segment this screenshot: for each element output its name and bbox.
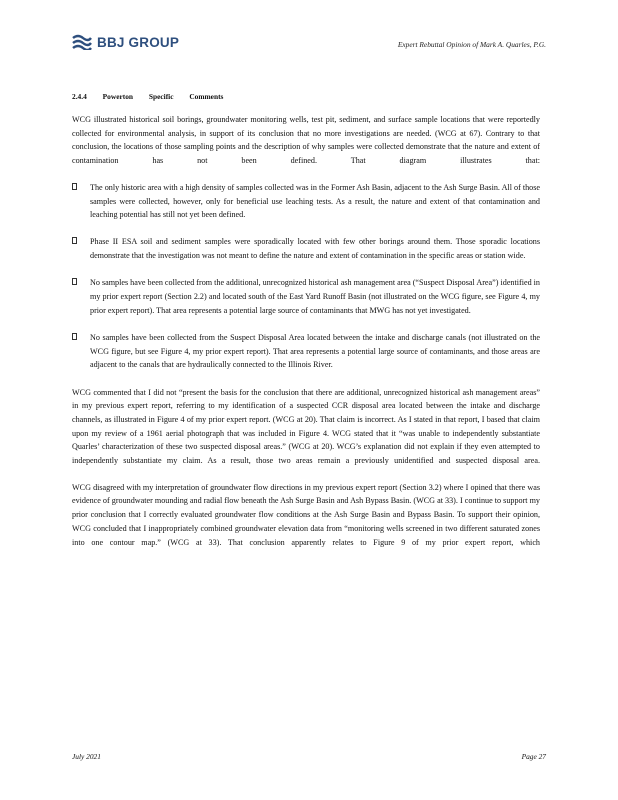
bullet-marker-icon — [72, 183, 77, 190]
bullet-item — [72, 276, 540, 317]
bullet-text: No samples have been collected from the Suspect Disposal Area located between the intake and discharge canals (not illustrated on the WCG figure, but see Figure 4, my prior expert report). That area represents a potential large source of contaminants, and those areas are adjacent to the canals that are hydraulically connected to the Illinois River. — [90, 332, 540, 370]
section-title: Powerton Specific Comments — [102, 92, 224, 101]
bullet-item — [72, 331, 540, 372]
bullet-text: Phase II ESA soil and sediment samples were sporadically located with few other borings around them. Those sporadic locations demonstrate that the investigation was not meant to define the nature and extent of contamination in the specific areas or station wide. — [90, 237, 540, 261]
intro-paragraph: WCG illustrated historical soil borings, groundwater monitoring wells, test pit, sediment, and surface sample locations that were reportedly collected for environmental analysis, in support of its conclusion that no more investigations are needed. (WCG at 67). Contrary to that conclusion, the locations of those sampling points and the description of why samples were collected demonstrate that the nature and extent of contamination has not been defined. That diagram illustrates that: — [72, 115, 540, 166]
bullet-item — [72, 235, 540, 262]
bullet-text: The only historic area with a high density of samples collected was in the Former Ash Basin, adjacent to the Ash Surge Basin. All of those samples were collected, however, only for beneficial use leaching tests. As a result, the nature and extent of that contamination and leaching potential has still not yet been defined. — [90, 182, 540, 220]
logo-text: BBJ GROUP — [97, 34, 180, 50]
bullet-marker-icon — [72, 278, 77, 285]
body-paragraph: WCG disagreed with my interpretation of groundwater flow directions in my previous expert report (Section 3.2) where I opined that there was evidence of groundwater mounding and radial flow beneath the Ash Surge Basin and Ash Bypass Basin. (WCG at 33). I continue to support my prior conclusion that I correctly evaluated groundwater flow conditions at the Ash Surge Basin and Bypass Basin. To support their opinion, WCG concluded that I inappropriately combined groundwater elevation data from “monitoring wells screened in two different saturated zones into one contour map.” (WCG at 33). That conclusion apparently relates to Figure 9 of my prior expert report, which — [72, 482, 540, 547]
section-heading — [72, 92, 223, 101]
page-number: Page 27 — [521, 752, 546, 761]
document-title: Expert Rebuttal Opinion of Mark A. Quarles, P.G. — [397, 40, 546, 49]
bullet-text: No samples have been collected from the additional, unrecognized historical ash management area (“Suspect Disposal Area”) identified in my prior expert report (Section 2.2) and located south of the East Yard Runoff Basin (not illustrated on the WCG figure, see Figure 4, my prior expert report). That area represents a potential large source of contaminants that MWG has not yet investigated. — [90, 278, 540, 315]
footer-date: July 2021 — [72, 752, 101, 761]
body-text — [72, 113, 540, 562]
bullet-item — [72, 181, 540, 222]
bullet-marker-icon — [72, 237, 77, 244]
bbj-stripes-logo-icon — [72, 34, 92, 50]
section-number: 2.4.4 — [72, 92, 87, 101]
bullet-list — [72, 181, 540, 372]
body-paragraph: WCG commented that I did not “present the basis for the conclusion that there are additional, unrecognized historical ash management areas” in my previous expert report, referring to my identification of a suspected CCR disposal area located between the intake and discharge channels, as illustrated in Figure 4 of my prior expert report. (WCG at 20). That claim is incorrect. As I stated in that report, I based that claim upon my review of a 1961 aerial photograph that was included in Figure 4. WCG stated that it “was unable to independently substantiate Quarles’ characterization of these two suspected disposal areas.” (WCG at 20). WCG’s explanation did not explain if they even attempted to independently substantiate my claim. As a result, those two areas remain a previously unidentified and suspected disposal area. — [72, 387, 540, 466]
company-logo — [72, 34, 179, 50]
bullet-marker-icon — [72, 333, 77, 340]
